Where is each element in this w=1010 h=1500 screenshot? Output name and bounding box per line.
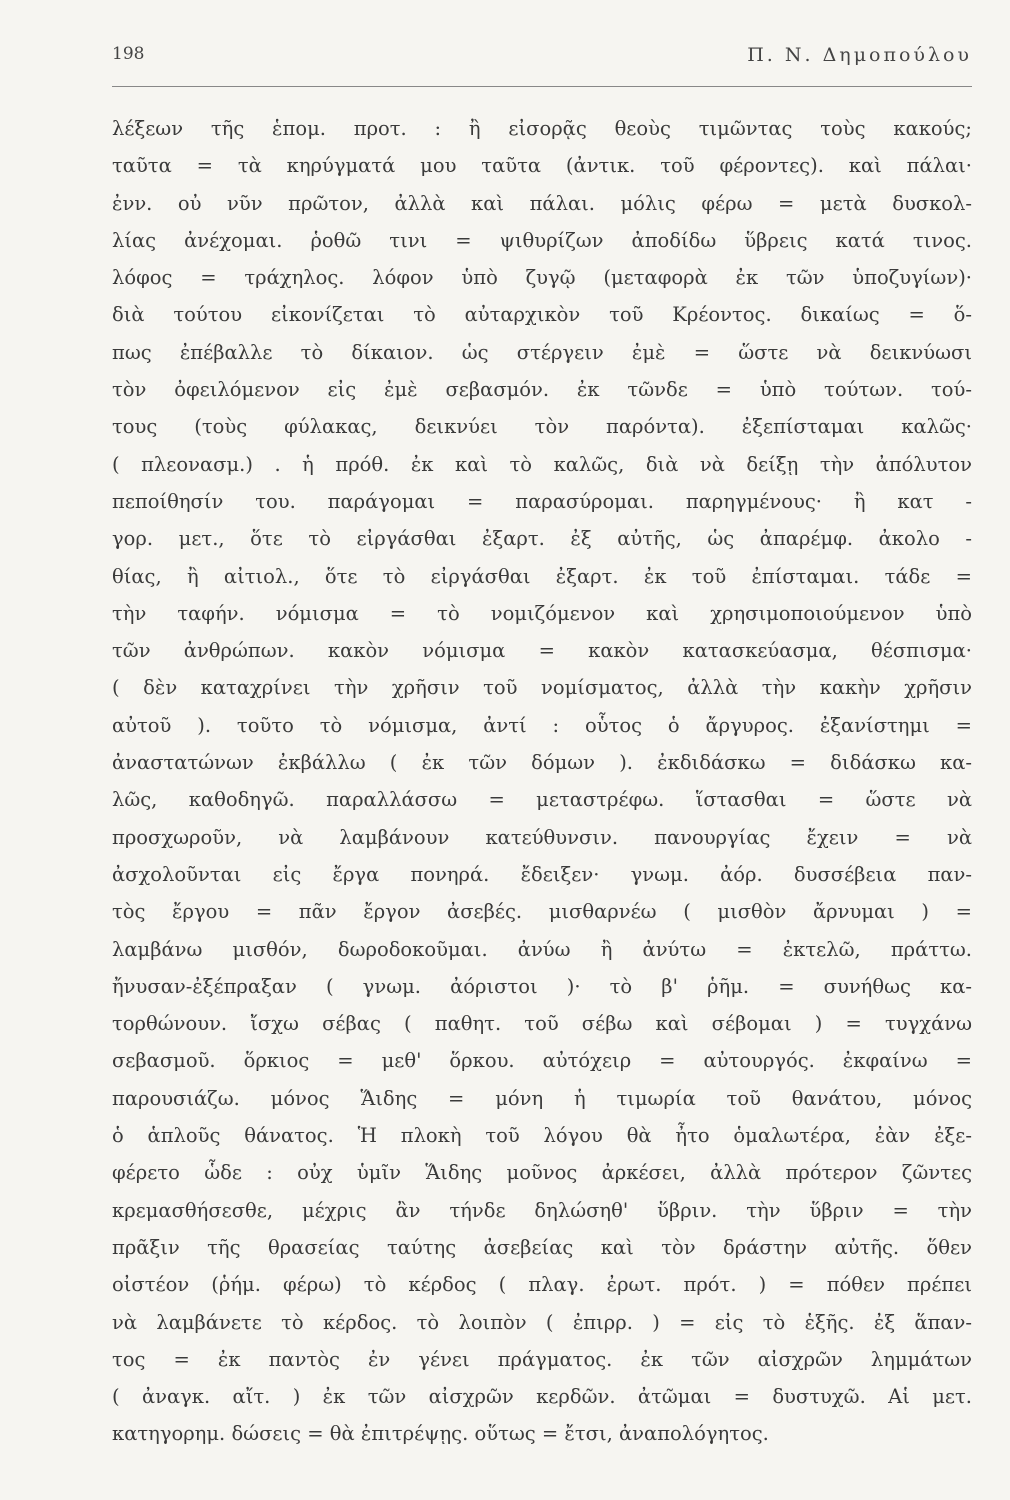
text-line: τος = ἐκ παντὸς ἐν γένει πράγματος. ἐκ τῶν αἰσχρῶν λημμάτων [112,1347,972,1371]
page-header [112,44,972,76]
text-line: γορ. μετ., ὅτε τὸ εἰργάσθαι ἐξαρτ. ἐξ αὐτῆς, ὡς ἀπαρέμφ. ἀκολο - [112,527,972,551]
text-line: θίας, ἢ αἰτιολ., ὅτε τὸ εἰργάσθαι ἐξαρτ. ἐκ τοῦ ἐπίσταμαι. τάδε = [112,564,972,588]
text-line: ὁ ἁπλοῦς θάνατος. Ἡ πλοκὴ τοῦ λόγου θὰ ἦτο ὁμαλωτέρα, ἐὰν ἐξε- [112,1124,972,1148]
text-line: νὰ λαμβάνετε τὸ κέρδος. τὸ λοιπὸν ( ἐπιρρ. ) = εἰς τὸ ἑξῆς. ἐξ ἅπαν- [112,1310,972,1334]
text-line: ( ἀναγκ. αἴτ. ) ἐκ τῶν αἰσχρῶν κερδῶν. ἀτῶμαι = δυστυχῶ. Αἱ μετ. [112,1385,972,1409]
text-line: τὸν ὀφειλόμενον εἰς ἐμὲ σεβασμόν. ἐκ τῶνδε = ὑπὸ τούτων. τού- [112,378,972,402]
text-line: τὴν ταφήν. νόμισμα = τὸ νομιζόμενον καὶ χρησιμοποιούμενον ὑπὸ [112,601,972,625]
text-line: διὰ τούτου εἰκονίζεται τὸ αὐταρχικὸν τοῦ Κρέοντος. δικαίως = ὅ- [112,303,972,327]
text-line: οἰστέον (ῥήμ. φέρω) τὸ κέρδος ( πλαγ. ἐρωτ. πρότ. ) = πόθεν πρέπει [112,1273,972,1297]
page-number: 198 [112,44,145,64]
text-line: λῶς, καθοδηγῶ. παραλλάσσω = μεταστρέφω. ἵστασθαι = ὥστε νὰ [112,788,972,812]
text-line: φέρετο ὧδε : οὐχ ὑμῖν Ἅιδης μοῦνος ἀρκέσει, ἀλλὰ πρότερον ζῶντες [112,1161,972,1185]
text-line: προσχωροῦν, νὰ λαμβάνουν κατεύθυνσιν. πανουργίας ἔχειν = νὰ [112,825,972,849]
text-line: λίας ἀνέχομαι. ῥοθῶ τινι = ψιθυρίζων ἀποδίδω ὕβρεις κατά τινος. [112,228,972,252]
text-line: ταῦτα = τὰ κηρύγματά μου ταῦτα (ἀντικ. τοῦ φέροντες). καὶ πάλαι· [112,154,972,178]
text-line: πως ἐπέβαλλε τὸ δίκαιον. ὡς στέργειν ἐμὲ = ὥστε νὰ δεικνύωσι [112,340,972,364]
body-text [112,110,972,1453]
text-line: σεβασμοῦ. ὅρκιος = μεθ' ὅρκου. αὐτόχειρ = αὐτουργός. ἐκφαίνω = [112,1049,972,1073]
text-line: τῶν ἀνθρώπων. κακὸν νόμισμα = κακὸν κατασκεύασμα, θέσπισμα· [112,639,972,663]
text-line: πεποίθησίν του. παράγομαι = παρασύρομαι. παρηγμένους· ἢ κατ - [112,489,972,513]
text-line: λέξεων τῆς ἑπομ. προτ. : ἢ εἰσορᾷς θεοὺς τιμῶντας τοὺς κακούς; [112,117,972,140]
text-line: τους (τοὺς φύλακας, δεικνύει τὸν παρόντα). ἐξεπίσταμαι καλῶς· [112,415,972,439]
text-line: λαμβάνω μισθόν, δωροδοκοῦμαι. ἀνύω ἢ ἀνύτω = ἐκτελῶ, πράττω. [112,937,972,961]
text-line: τὸς ἔργου = πᾶν ἔργον ἀσεβές. μισθαρνέω ( μισθὸν ἄρνυμαι ) = [112,900,972,924]
text-line: παρουσιάζω. μόνος Ἅιδης = μόνη ἡ τιμωρία τοῦ θανάτου, μόνος [112,1086,972,1110]
header-rule [112,86,972,87]
text-line: πρᾶξιν τῆς θρασείας ταύτης ἀσεβείας καὶ τὸν δράστην αὐτῆς. ὅθεν [112,1235,972,1259]
text-line: ( δὲν καταχρίνει τὴν χρῆσιν τοῦ νομίσματος, ἀλλὰ τὴν κακὴν χρῆσιν [112,676,972,700]
text-line: ( πλεονασμ.) . ἡ πρόθ. ἐκ καὶ τὸ καλῶς, διὰ νὰ δείξῃ τὴν ἀπόλυτον [112,452,972,476]
text-line: τορθώνουν. ἴσχω σέβας ( παθητ. τοῦ σέβω καὶ σέβομαι ) = τυγχάνω [112,1012,972,1036]
text-line: κατηγορημ. δώσεις = θὰ ἐπιτρέψῃς. οὕτως = ἔτσι, ἀναπολόγητος. [112,1422,769,1446]
text-line: ἀναστατώνων ἐκβάλλω ( ἐκ τῶν δόμων ). ἐκδιδάσκω = διδάσκω κα- [112,751,972,775]
text-line: ἐνν. οὐ νῦν πρῶτον, ἀλλὰ καὶ πάλαι. μόλις φέρω = μετὰ δυσκολ- [112,191,972,215]
running-head: Π. Ν. Δημοπούλου [747,44,972,66]
text-line: ἀσχολοῦνται εἰς ἔργα πονηρά. ἔδειξεν· γνωμ. ἀόρ. δυσσέβεια παν- [112,862,972,886]
text-line: κρεμασθήσεσθε, μέχρις ἂν τήνδε δηλώσηθ' ὕβριν. τὴν ὕβριν = τὴν [112,1198,972,1222]
text-line: ἤνυσαν-ἐξέπραξαν ( γνωμ. ἀόριστοι )· τὸ β' ῥῆμ. = συνήθως κα- [112,974,972,998]
text-line: αὐτοῦ ). τοῦτο τὸ νόμισμα, ἀντί : οὗτος ὁ ἄργυρος. ἐξανίστημι = [112,713,972,737]
text-line: λόφος = τράχηλος. λόφον ὑπὸ ζυγῷ (μεταφορὰ ἐκ τῶν ὑποζυγίων)· [112,266,972,290]
